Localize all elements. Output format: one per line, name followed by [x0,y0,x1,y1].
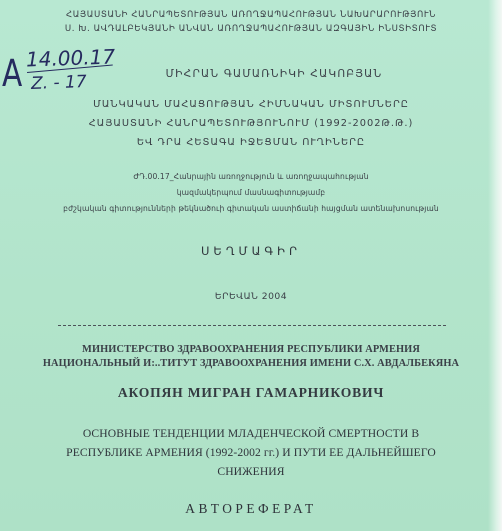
russian-author-name: АКОПЯН МИГРАН ГАМАРНИКОВИЧ [117,385,385,400]
russian-document-type: АВТОРЕФЕРАТ [185,501,317,516]
armenian-title-line-3: ԵՎ ԴՐԱ ՀԵՏԱԳԱ ԻՋԵՑՄԱՆ ՈՒՂԻՆԵՐԸ [136,137,366,148]
armenian-specialty-line-2: կազմակերպում մասնագիտությամբ [176,188,326,197]
armenian-title-line-2: ՀԱՅԱՍՏԱՆԻ ՀԱՆՐԱՊԵՏՈՒԹՅՈՒՆՈՒՄ (1992-2002Թ.Թ.) [88,118,414,129]
armenian-title-line-1: ՄԱՆԿԱԿԱՆ ՄԱՀԱՑՈՒԹՅԱՆ ՀԻՄՆԱԿԱՆ ՄԻՏՈՒՄՆԵՐԸ [93,99,409,110]
russian-title-line-1: ОСНОВНЫЕ ТЕНДЕНЦИИ МЛАДЕНЧЕСКОЙ СМЕРТНОСТИ В [82,427,420,440]
russian-ministry-header: МИНИСТЕРСТВО ЗДРАВООХРАНЕНИЯ РЕСПУБЛИКИ АРМЕНИЯ [82,344,420,355]
armenian-specialty-line-1: ԺԴ.00.17_Հանրային առողջություն և առողջապահության [133,172,369,181]
handwritten-letter: A [2,52,23,95]
armenian-ministry-header: ՀԱՅԱՍՏԱՆԻ ՀԱՆՐԱՊԵՏՈՒԹՅԱՆ ԱՌՈՂՋԱՊԱՀՈՒԹՅԱՆ ՆԱԽԱՐԱՐՈՒԹՅՈՒՆ [65,10,436,20]
armenian-city-year: ԵՐԵՎԱՆ 2004 [214,291,288,302]
section-divider [58,325,446,326]
paper-edge [488,0,502,531]
russian-institute-header: НАЦИОНАЛЬНЫЙ И:..ТИТУТ ЗДРАВООХРАНЕНИЯ ИМЕНИ С.Х. АВДАЛБЕКЯНА [42,358,460,369]
russian-title-line-3: СНИЖЕНИЯ [217,465,285,478]
armenian-author-name: ՄԻՀՐԱՆ ԳԱՄԱՌՆԻԿԻ ՀԱԿՈԲՅԱՆ [165,68,383,80]
armenian-specialty-line-3: բժշկական գիտությունների թեկնածուի գիտական աստիճանի հայցման ատենախոսության [63,204,439,213]
armenian-document-type: ՍԵՂՄԱԳԻՐ [200,244,301,258]
russian-title-line-2: РЕСПУБЛИКЕ АРМЕНИЯ (1992-2002 гг.) И ПУТИ ЕЕ ДАЛЬНЕЙШЕГО [66,446,436,459]
handwritten-sub-code: Z. - 17 [30,72,87,94]
handwritten-specialty-code: 14.00.17 [25,44,116,72]
armenian-institute-header: Ս. Խ. ԱՎԴԱԼԲԵԿՅԱՆԻ ԱՆՎԱՆ ԱՌՈՂՋԱՊԱՀՈՒԹՅԱՆ ԱԶԳԱՅԻՆ ԻՆՍՏԻՏՈՒՏ [64,24,438,34]
